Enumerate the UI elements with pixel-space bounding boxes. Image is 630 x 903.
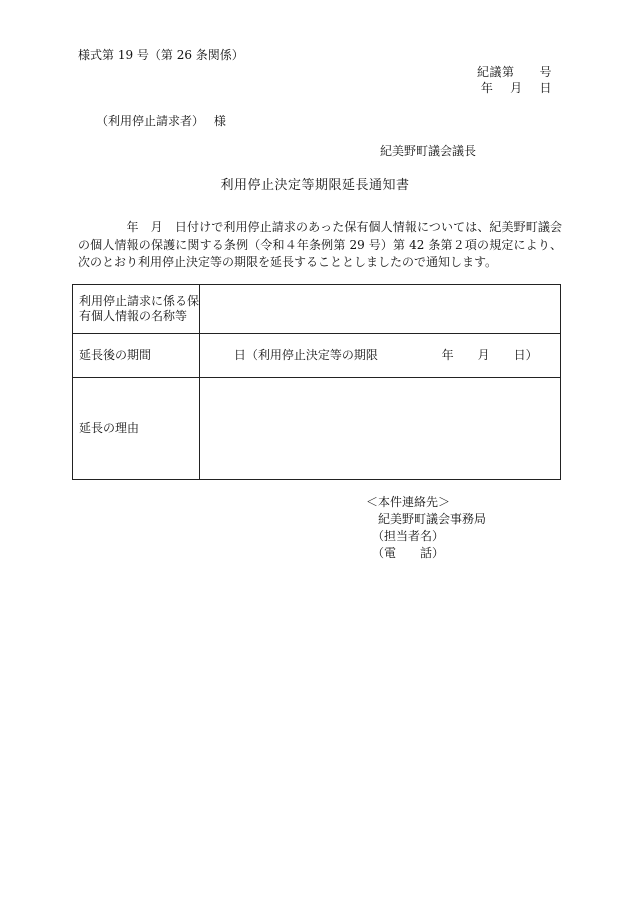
extension-reason-value	[200, 378, 561, 480]
extension-period-label: 延長後の期間	[73, 334, 200, 378]
table-row	[73, 285, 561, 334]
contact-heading: ＜本件連絡先＞	[366, 495, 451, 509]
contact-block	[366, 494, 486, 562]
sender: 紀美野町議会議長	[380, 144, 477, 158]
extension-period-value: 日（利用停止決定等の期限 年 月 日）	[200, 334, 561, 378]
document-number: 紀議第 号	[476, 65, 552, 79]
info-name-value	[200, 285, 561, 334]
table-row	[73, 334, 561, 378]
contact-phone: （電 話）	[366, 546, 445, 560]
body-paragraph: 年 月 日付けで利用停止請求のあった保有個人情報については、紀美野町議会の個人情報の保護に関する条例（令和４年条例第 29 号）第 42 条第２項の規定により、次のとおり利用停止決定等の期限を延長することとしましたので通知します。	[78, 220, 562, 269]
contact-person: （担当者名）	[366, 529, 445, 543]
info-name-label: 利用停止請求に係る保有個人情報の名称等	[73, 285, 200, 334]
document-title: 利用停止決定等期限延長通知書	[220, 178, 410, 193]
addressee: （利用停止請求者） 様	[96, 114, 226, 128]
info-table	[72, 284, 561, 480]
table-row	[73, 378, 561, 480]
contact-office: 紀美野町議会事務局	[366, 512, 487, 526]
document-date: 年 月 日	[480, 81, 552, 95]
extension-reason-label: 延長の理由	[73, 378, 200, 480]
form-number: 様式第 19 号（第 26 条関係）	[78, 48, 244, 62]
